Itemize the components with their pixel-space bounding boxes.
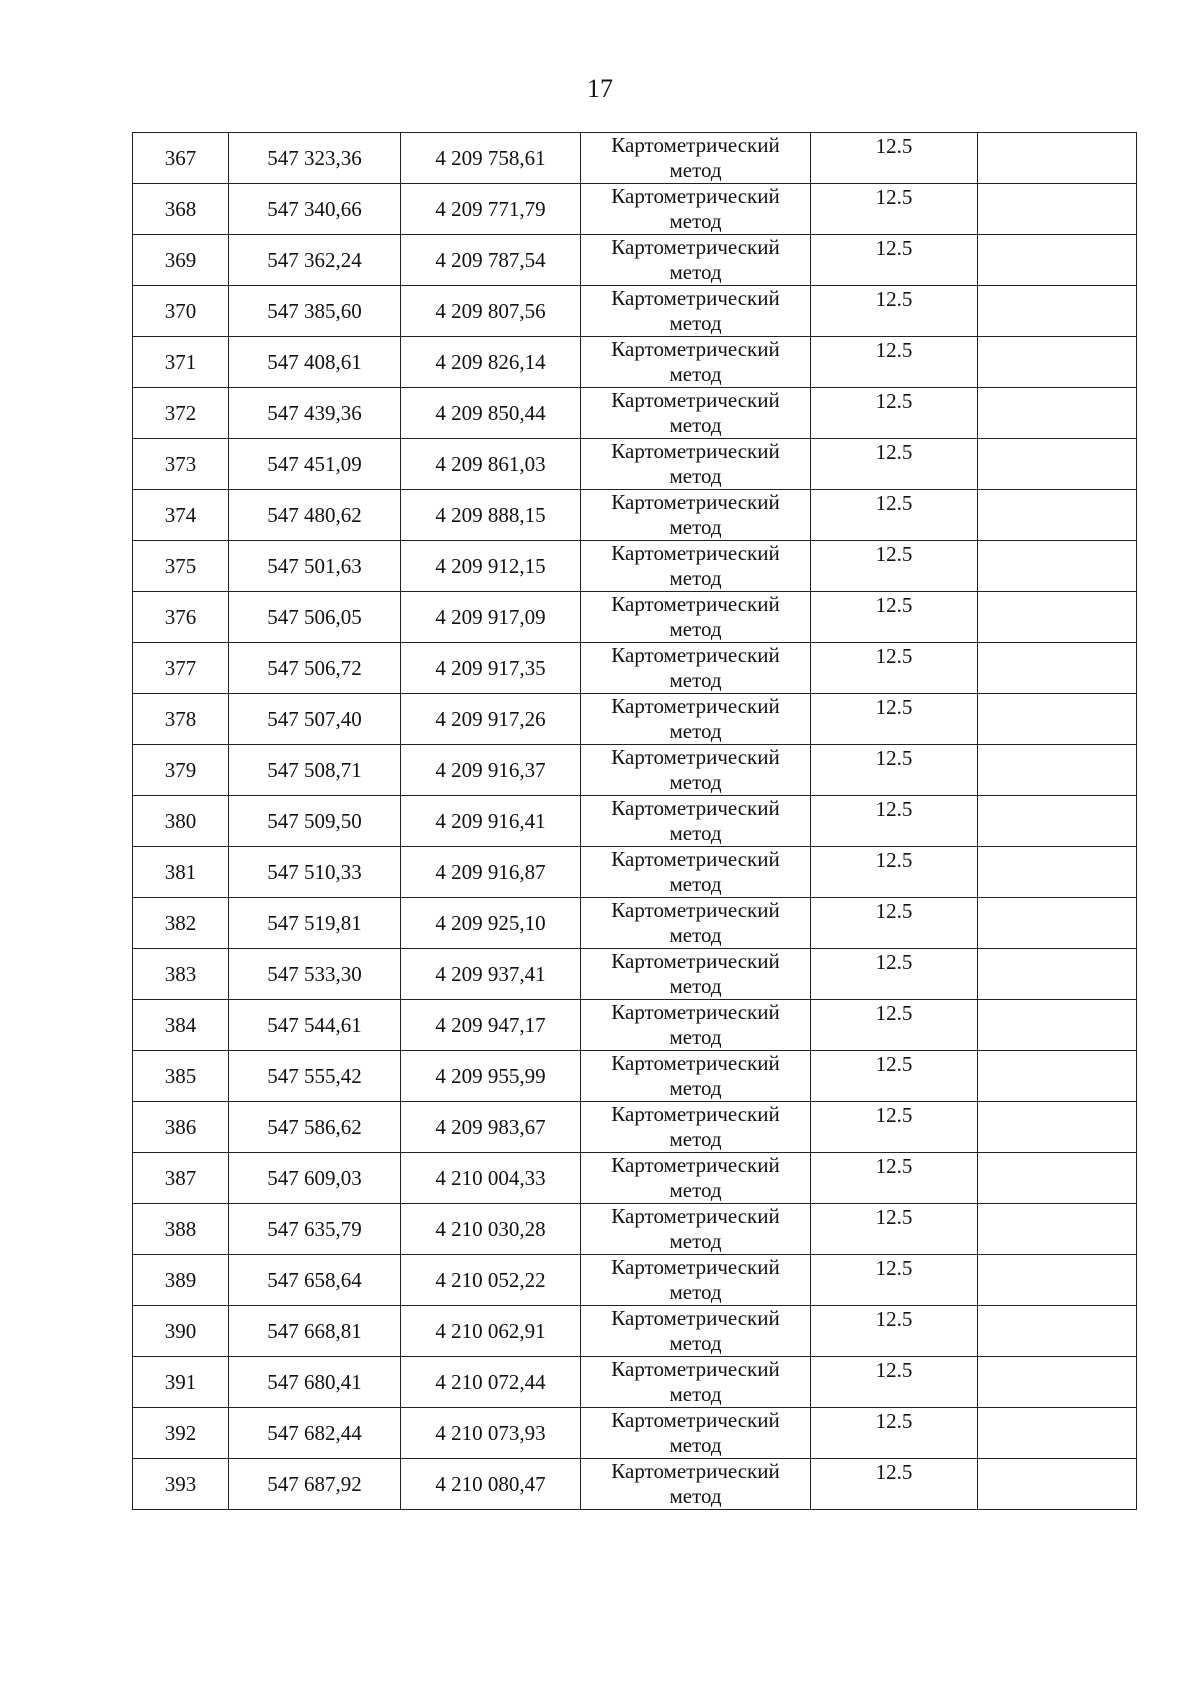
point-number-cell: 373 [133, 439, 229, 490]
method-cell [581, 745, 811, 796]
method-line-1: Картометрический [611, 541, 780, 565]
method-cell [581, 1051, 811, 1102]
method-line-2: метод [669, 719, 722, 743]
empty-cell [978, 1204, 1137, 1255]
accuracy-cell: 12.5 [811, 1153, 978, 1204]
y-coordinate-cell: 4 209 937,41 [401, 949, 581, 1000]
point-number-cell: 368 [133, 184, 229, 235]
accuracy-cell: 12.5 [811, 949, 978, 1000]
method-line-1: Картометрический [611, 337, 780, 361]
method-cell [581, 1000, 811, 1051]
accuracy-cell: 12.5 [811, 1255, 978, 1306]
accuracy-cell: 12.5 [811, 898, 978, 949]
point-number-cell: 382 [133, 898, 229, 949]
accuracy-cell: 12.5 [811, 1051, 978, 1102]
x-coordinate-cell: 547 439,36 [229, 388, 401, 439]
method-line-1: Картометрический [611, 235, 780, 259]
method-line-1: Картометрический [611, 745, 780, 769]
method-cell [581, 1459, 811, 1510]
y-coordinate-cell: 4 209 917,35 [401, 643, 581, 694]
table-row [133, 184, 1137, 235]
method-line-1: Картометрический [611, 1408, 780, 1432]
point-number-cell: 371 [133, 337, 229, 388]
empty-cell [978, 1153, 1137, 1204]
method-cell [581, 592, 811, 643]
y-coordinate-cell: 4 209 983,67 [401, 1102, 581, 1153]
accuracy-cell: 12.5 [811, 388, 978, 439]
accuracy-cell: 12.5 [811, 1000, 978, 1051]
point-number-cell: 392 [133, 1408, 229, 1459]
x-coordinate-cell: 547 385,60 [229, 286, 401, 337]
accuracy-cell: 12.5 [811, 592, 978, 643]
accuracy-cell: 12.5 [811, 745, 978, 796]
y-coordinate-cell: 4 209 917,09 [401, 592, 581, 643]
empty-cell [978, 1357, 1137, 1408]
x-coordinate-cell: 547 340,66 [229, 184, 401, 235]
method-line-2: метод [669, 1382, 722, 1406]
empty-cell [978, 1051, 1137, 1102]
method-line-1: Картометрический [611, 286, 780, 310]
point-number-cell: 391 [133, 1357, 229, 1408]
accuracy-cell: 12.5 [811, 1204, 978, 1255]
x-coordinate-cell: 547 682,44 [229, 1408, 401, 1459]
empty-cell [978, 745, 1137, 796]
method-line-2: метод [669, 1178, 722, 1202]
x-coordinate-cell: 547 362,24 [229, 235, 401, 286]
x-coordinate-cell: 547 507,40 [229, 694, 401, 745]
method-line-2: метод [669, 1433, 722, 1457]
point-number-cell: 376 [133, 592, 229, 643]
empty-cell [978, 1408, 1137, 1459]
method-line-2: метод [669, 566, 722, 590]
method-cell [581, 1255, 811, 1306]
method-line-1: Картометрический [611, 439, 780, 463]
table-row [133, 286, 1137, 337]
y-coordinate-cell: 4 209 826,14 [401, 337, 581, 388]
method-line-2: метод [669, 668, 722, 692]
y-coordinate-cell: 4 210 004,33 [401, 1153, 581, 1204]
point-number-cell: 378 [133, 694, 229, 745]
method-line-1: Картометрический [611, 133, 780, 157]
accuracy-cell: 12.5 [811, 1408, 978, 1459]
x-coordinate-cell: 547 508,71 [229, 745, 401, 796]
method-cell [581, 643, 811, 694]
x-coordinate-cell: 547 323,36 [229, 133, 401, 184]
y-coordinate-cell: 4 209 925,10 [401, 898, 581, 949]
method-cell [581, 796, 811, 847]
method-line-2: метод [669, 260, 722, 284]
x-coordinate-cell: 547 687,92 [229, 1459, 401, 1510]
empty-cell [978, 439, 1137, 490]
method-cell [581, 337, 811, 388]
table-row [133, 949, 1137, 1000]
method-line-1: Картометрический [611, 796, 780, 820]
point-number-cell: 370 [133, 286, 229, 337]
table-row [133, 1000, 1137, 1051]
method-line-2: метод [669, 464, 722, 488]
method-cell [581, 133, 811, 184]
y-coordinate-cell: 4 210 052,22 [401, 1255, 581, 1306]
table-row [133, 1102, 1137, 1153]
x-coordinate-cell: 547 480,62 [229, 490, 401, 541]
empty-cell [978, 643, 1137, 694]
point-number-cell: 390 [133, 1306, 229, 1357]
y-coordinate-cell: 4 209 861,03 [401, 439, 581, 490]
empty-cell [978, 796, 1137, 847]
method-line-2: метод [669, 1331, 722, 1355]
method-line-2: метод [669, 1229, 722, 1253]
point-number-cell: 389 [133, 1255, 229, 1306]
y-coordinate-cell: 4 209 807,56 [401, 286, 581, 337]
y-coordinate-cell: 4 210 072,44 [401, 1357, 581, 1408]
point-number-cell: 386 [133, 1102, 229, 1153]
accuracy-cell: 12.5 [811, 490, 978, 541]
table-row [133, 1255, 1137, 1306]
method-cell [581, 949, 811, 1000]
method-cell [581, 184, 811, 235]
page-number: 17 [587, 74, 613, 103]
empty-cell [978, 541, 1137, 592]
method-line-2: метод [669, 1127, 722, 1151]
x-coordinate-cell: 547 408,61 [229, 337, 401, 388]
table-row [133, 1051, 1137, 1102]
table-row [133, 847, 1137, 898]
accuracy-cell: 12.5 [811, 1459, 978, 1510]
empty-cell [978, 1000, 1137, 1051]
method-cell [581, 1306, 811, 1357]
table-row [133, 388, 1137, 439]
method-line-2: метод [669, 1076, 722, 1100]
method-cell [581, 490, 811, 541]
point-number-cell: 381 [133, 847, 229, 898]
method-cell [581, 847, 811, 898]
coordinates-table-body [133, 133, 1137, 1510]
method-cell [581, 286, 811, 337]
accuracy-cell: 12.5 [811, 847, 978, 898]
empty-cell [978, 388, 1137, 439]
point-number-cell: 393 [133, 1459, 229, 1510]
point-number-cell: 377 [133, 643, 229, 694]
method-line-1: Картометрический [611, 1357, 780, 1381]
y-coordinate-cell: 4 209 912,15 [401, 541, 581, 592]
method-line-2: метод [669, 209, 722, 233]
empty-cell [978, 1102, 1137, 1153]
y-coordinate-cell: 4 209 888,15 [401, 490, 581, 541]
method-cell [581, 439, 811, 490]
method-line-1: Картометрический [611, 1204, 780, 1228]
empty-cell [978, 1459, 1137, 1510]
empty-cell [978, 898, 1137, 949]
method-line-1: Картометрический [611, 694, 780, 718]
y-coordinate-cell: 4 209 787,54 [401, 235, 581, 286]
method-line-2: метод [669, 770, 722, 794]
y-coordinate-cell: 4 209 947,17 [401, 1000, 581, 1051]
method-cell [581, 541, 811, 592]
accuracy-cell: 12.5 [811, 184, 978, 235]
accuracy-cell: 12.5 [811, 796, 978, 847]
table-row [133, 439, 1137, 490]
method-cell [581, 1204, 811, 1255]
x-coordinate-cell: 547 609,03 [229, 1153, 401, 1204]
table-row [133, 1306, 1137, 1357]
method-line-2: метод [669, 362, 722, 386]
method-line-1: Картометрический [611, 592, 780, 616]
point-number-cell: 367 [133, 133, 229, 184]
table-row [133, 133, 1137, 184]
method-line-2: метод [669, 974, 722, 998]
point-number-cell: 384 [133, 1000, 229, 1051]
empty-cell [978, 337, 1137, 388]
point-number-cell: 379 [133, 745, 229, 796]
method-cell [581, 1153, 811, 1204]
empty-cell [978, 490, 1137, 541]
table-row [133, 745, 1137, 796]
y-coordinate-cell: 4 210 080,47 [401, 1459, 581, 1510]
method-cell [581, 388, 811, 439]
empty-cell [978, 694, 1137, 745]
empty-cell [978, 592, 1137, 643]
method-line-1: Картометрический [611, 184, 780, 208]
table-row [133, 337, 1137, 388]
method-line-1: Картометрический [611, 1153, 780, 1177]
method-line-2: метод [669, 1280, 722, 1304]
y-coordinate-cell: 4 209 916,87 [401, 847, 581, 898]
point-number-cell: 372 [133, 388, 229, 439]
method-line-2: метод [669, 923, 722, 947]
accuracy-cell: 12.5 [811, 235, 978, 286]
accuracy-cell: 12.5 [811, 286, 978, 337]
accuracy-cell: 12.5 [811, 694, 978, 745]
method-line-2: метод [669, 617, 722, 641]
method-line-1: Картометрический [611, 388, 780, 412]
method-line-1: Картометрический [611, 1306, 780, 1330]
method-line-1: Картометрический [611, 1255, 780, 1279]
y-coordinate-cell: 4 209 916,37 [401, 745, 581, 796]
y-coordinate-cell: 4 209 758,61 [401, 133, 581, 184]
method-line-2: метод [669, 1484, 722, 1508]
method-line-1: Картометрический [611, 1102, 780, 1126]
table-row [133, 490, 1137, 541]
coordinates-table [132, 132, 1137, 1510]
method-cell [581, 1102, 811, 1153]
y-coordinate-cell: 4 209 917,26 [401, 694, 581, 745]
x-coordinate-cell: 547 635,79 [229, 1204, 401, 1255]
method-line-2: метод [669, 515, 722, 539]
accuracy-cell: 12.5 [811, 1102, 978, 1153]
table-row [133, 796, 1137, 847]
y-coordinate-cell: 4 210 073,93 [401, 1408, 581, 1459]
accuracy-cell: 12.5 [811, 1306, 978, 1357]
method-line-1: Картометрический [611, 643, 780, 667]
point-number-cell: 375 [133, 541, 229, 592]
x-coordinate-cell: 547 680,41 [229, 1357, 401, 1408]
point-number-cell: 385 [133, 1051, 229, 1102]
table-row [133, 1153, 1137, 1204]
table-row [133, 235, 1137, 286]
table-row [133, 1357, 1137, 1408]
x-coordinate-cell: 547 544,61 [229, 1000, 401, 1051]
x-coordinate-cell: 547 506,05 [229, 592, 401, 643]
y-coordinate-cell: 4 209 771,79 [401, 184, 581, 235]
method-cell [581, 1357, 811, 1408]
table-row [133, 694, 1137, 745]
point-number-cell: 387 [133, 1153, 229, 1204]
point-number-cell: 369 [133, 235, 229, 286]
empty-cell [978, 847, 1137, 898]
table-row [133, 541, 1137, 592]
x-coordinate-cell: 547 451,09 [229, 439, 401, 490]
method-line-2: метод [669, 311, 722, 335]
accuracy-cell: 12.5 [811, 439, 978, 490]
method-line-1: Картометрический [611, 1000, 780, 1024]
empty-cell [978, 1255, 1137, 1306]
method-line-1: Картометрический [611, 490, 780, 514]
table-row [133, 1459, 1137, 1510]
x-coordinate-cell: 547 509,50 [229, 796, 401, 847]
empty-cell [978, 235, 1137, 286]
empty-cell [978, 184, 1137, 235]
x-coordinate-cell: 547 533,30 [229, 949, 401, 1000]
y-coordinate-cell: 4 209 850,44 [401, 388, 581, 439]
y-coordinate-cell: 4 209 955,99 [401, 1051, 581, 1102]
point-number-cell: 380 [133, 796, 229, 847]
x-coordinate-cell: 547 555,42 [229, 1051, 401, 1102]
method-line-1: Картометрический [611, 898, 780, 922]
method-line-1: Картометрический [611, 1459, 780, 1483]
table-row [133, 592, 1137, 643]
method-cell [581, 235, 811, 286]
x-coordinate-cell: 547 668,81 [229, 1306, 401, 1357]
method-line-2: метод [669, 1025, 722, 1049]
x-coordinate-cell: 547 510,33 [229, 847, 401, 898]
table-row [133, 1408, 1137, 1459]
point-number-cell: 374 [133, 490, 229, 541]
x-coordinate-cell: 547 506,72 [229, 643, 401, 694]
empty-cell [978, 949, 1137, 1000]
accuracy-cell: 12.5 [811, 337, 978, 388]
method-line-1: Картометрический [611, 847, 780, 871]
empty-cell [978, 1306, 1137, 1357]
table-row [133, 898, 1137, 949]
method-line-2: метод [669, 821, 722, 845]
accuracy-cell: 12.5 [811, 643, 978, 694]
x-coordinate-cell: 547 658,64 [229, 1255, 401, 1306]
method-line-1: Картометрический [611, 949, 780, 973]
empty-cell [978, 133, 1137, 184]
point-number-cell: 388 [133, 1204, 229, 1255]
accuracy-cell: 12.5 [811, 541, 978, 592]
accuracy-cell: 12.5 [811, 1357, 978, 1408]
x-coordinate-cell: 547 586,62 [229, 1102, 401, 1153]
accuracy-cell: 12.5 [811, 133, 978, 184]
point-number-cell: 383 [133, 949, 229, 1000]
y-coordinate-cell: 4 210 030,28 [401, 1204, 581, 1255]
x-coordinate-cell: 547 501,63 [229, 541, 401, 592]
method-line-2: метод [669, 872, 722, 896]
method-cell [581, 694, 811, 745]
method-cell [581, 1408, 811, 1459]
empty-cell [978, 286, 1137, 337]
method-line-1: Картометрический [611, 1051, 780, 1075]
table-row [133, 643, 1137, 694]
table-row [133, 1204, 1137, 1255]
method-cell [581, 898, 811, 949]
method-line-2: метод [669, 413, 722, 437]
x-coordinate-cell: 547 519,81 [229, 898, 401, 949]
method-line-2: метод [669, 158, 722, 182]
y-coordinate-cell: 4 209 916,41 [401, 796, 581, 847]
y-coordinate-cell: 4 210 062,91 [401, 1306, 581, 1357]
